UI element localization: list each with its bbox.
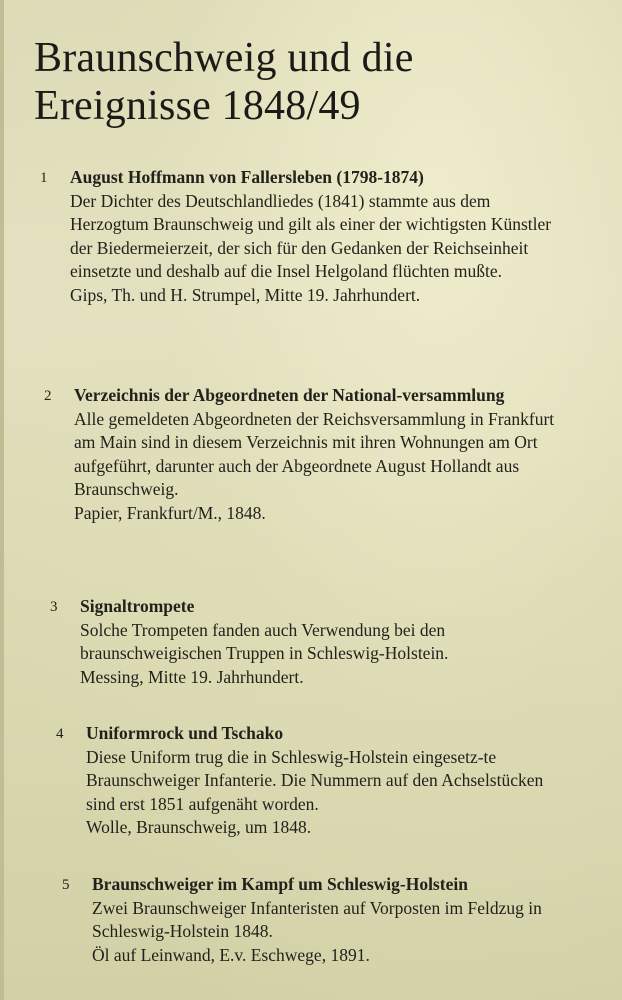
exhibit-entry-3 xyxy=(50,595,570,689)
entry-number: 2 xyxy=(44,388,52,404)
entry-description: Alle gemeldeten Abgeordneten der Reichsversammlung in Frankfurt am Main sind in diesem Verzeichnis mit ihren Wohnungen am Ort aufgeführt, darunter auch der Abgeordnete August Hollandt aus Braunschweig. xyxy=(74,408,555,499)
entry-description: Zwei Braunschweiger Infanteristen auf Vorposten im Feldzug in Schleswig-Holstein 1848. xyxy=(92,897,542,941)
exhibit-entry-4 xyxy=(56,722,576,840)
entry-heading: Signaltrompete xyxy=(80,596,195,616)
entry-description: Solche Trompeten fanden auch Verwendung bei den braunschweigischen Truppen in Schleswig-Holstein. xyxy=(80,619,449,663)
entry-number: 5 xyxy=(62,877,70,893)
entry-heading: Verzeichnis der Abgeordneten der National-versammlung xyxy=(74,385,505,405)
entry-material: Wolle, Braunschweig, um 1848. xyxy=(86,817,312,837)
entry-body xyxy=(74,384,564,525)
entry-number: 3 xyxy=(50,599,58,615)
entry-number: 1 xyxy=(40,170,48,186)
entry-description: Diese Uniform trug die in Schleswig-Holstein eingesetz-te Braunschweiger Infanterie. Die Nummern auf den Achselstücken sind erst 1851 aufgenäht worden. xyxy=(86,746,544,814)
entry-heading: Uniformrock und Tschako xyxy=(86,723,284,743)
exhibit-entry-2 xyxy=(44,384,564,525)
entry-body xyxy=(70,166,560,307)
entry-heading: August Hoffmann von Fallersleben (1798-1874) xyxy=(70,167,424,187)
exhibit-entry-1 xyxy=(40,166,560,307)
entry-body xyxy=(92,873,582,967)
page-title xyxy=(34,34,594,130)
entry-material: Gips, Th. und H. Strumpel, Mitte 19. Jahrhundert. xyxy=(70,284,421,305)
exhibit-entry-5 xyxy=(62,873,582,967)
entry-number: 4 xyxy=(56,726,64,742)
title-line-1: Braunschweig und die xyxy=(34,35,414,81)
entry-body xyxy=(80,595,570,689)
title-line-2: Ereignisse 1848/49 xyxy=(34,83,361,129)
entry-material: Papier, Frankfurt/M., 1848. xyxy=(74,502,266,523)
entry-material: Messing, Mitte 19. Jahrhundert. xyxy=(80,666,304,687)
entry-material: Öl auf Leinwand, E.v. Eschwege, 1891. xyxy=(92,944,370,965)
entry-description: Der Dichter des Deutschlandliedes (1841) stammte aus dem Herzogtum Braunschweig und gilt als einer der wichtigsten Künstler der Biedermeierzeit, der sich für den Gedanken der Reichseinheit einsetzte und deshalb auf die Insel Helgoland flüchten mußte. xyxy=(70,190,552,281)
entry-heading: Braunschweiger im Kampf um Schleswig-Holstein xyxy=(92,874,468,894)
entry-body xyxy=(86,722,576,840)
